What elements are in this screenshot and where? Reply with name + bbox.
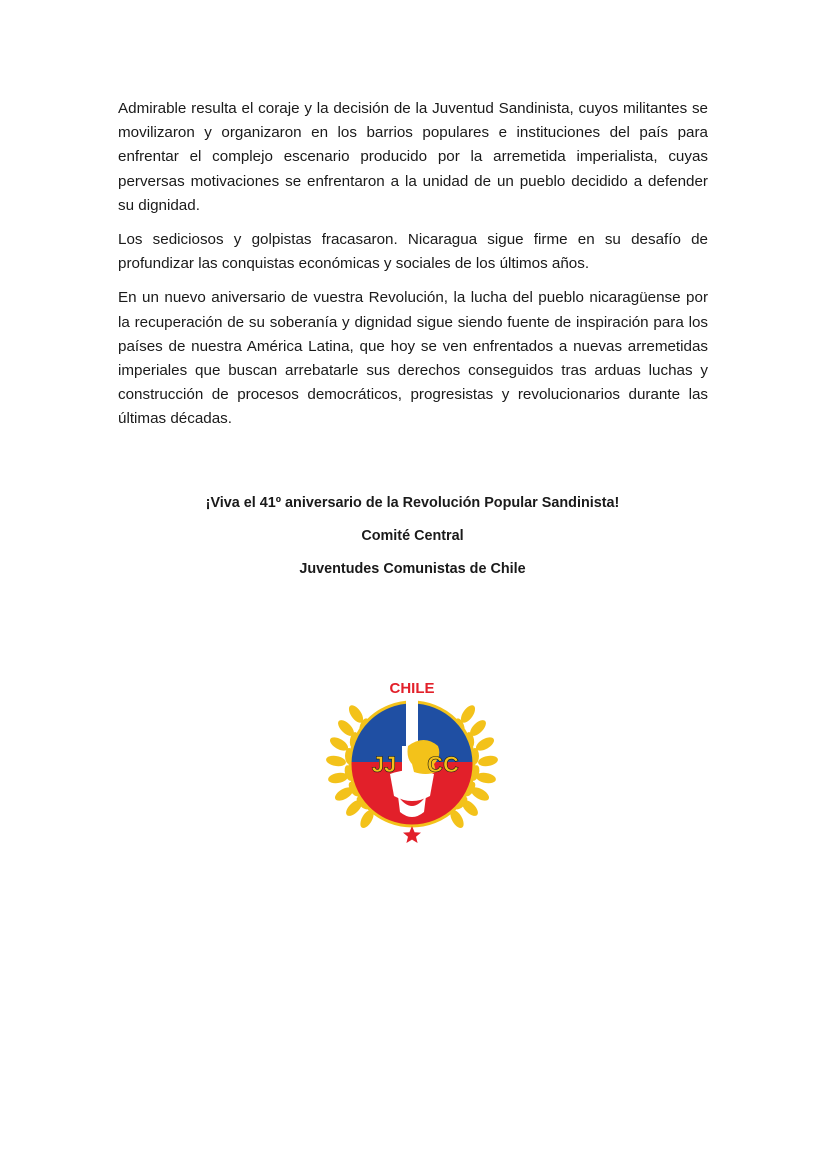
- emblem-right-text: CC: [427, 752, 459, 777]
- emblem-top-text: CHILE: [389, 680, 435, 697]
- letter-body: [118, 97, 708, 442]
- paragraph-2: Los sediciosos y golpistas fracasaron. Nicaragua sigue firme en su desafío de profundizar las conquistas económicas y sociales de los últimos años.: [118, 231, 708, 273]
- emblem-left-text: JJ: [371, 752, 397, 777]
- closing-slogan: ¡Viva el 41º aniversario de la Revolución Popular Sandinista!: [205, 495, 620, 511]
- paragraph-1: Admirable resulta el coraje y la decisión de la Juventud Sandinista, cuyos militantes se movilizaron y organizaron en los barrios populares e instituciones del país para enfrentar el complejo escenario producido por la arremetida imperialista, cuyas perversas motivaciones se enfrentaron a la unidad de un pueblo decidido a defender su dignidad.: [118, 100, 708, 214]
- paragraph-3: En un nuevo aniversario de vuestra Revolución, la lucha del pueblo nicaragüense por la recuperación de su soberanía y dignidad sigue siendo fuente de inspiración para los países de nuestra América Latina, que hoy se ven enfrentados a nuevas arremetidas imperiales que buscan arrebatarle sus derechos conseguidos tras arduas luchas y construcción de procesos democráticos, progresistas y revolucionarios durante las últimas décadas.: [118, 289, 708, 428]
- closing-organization: Juventudes Comunistas de Chile: [299, 561, 526, 577]
- closing-block: [0, 494, 825, 593]
- jjcc-emblem-logo: [320, 676, 504, 846]
- closing-committee: Comité Central: [361, 528, 464, 544]
- star-icon: [403, 826, 421, 843]
